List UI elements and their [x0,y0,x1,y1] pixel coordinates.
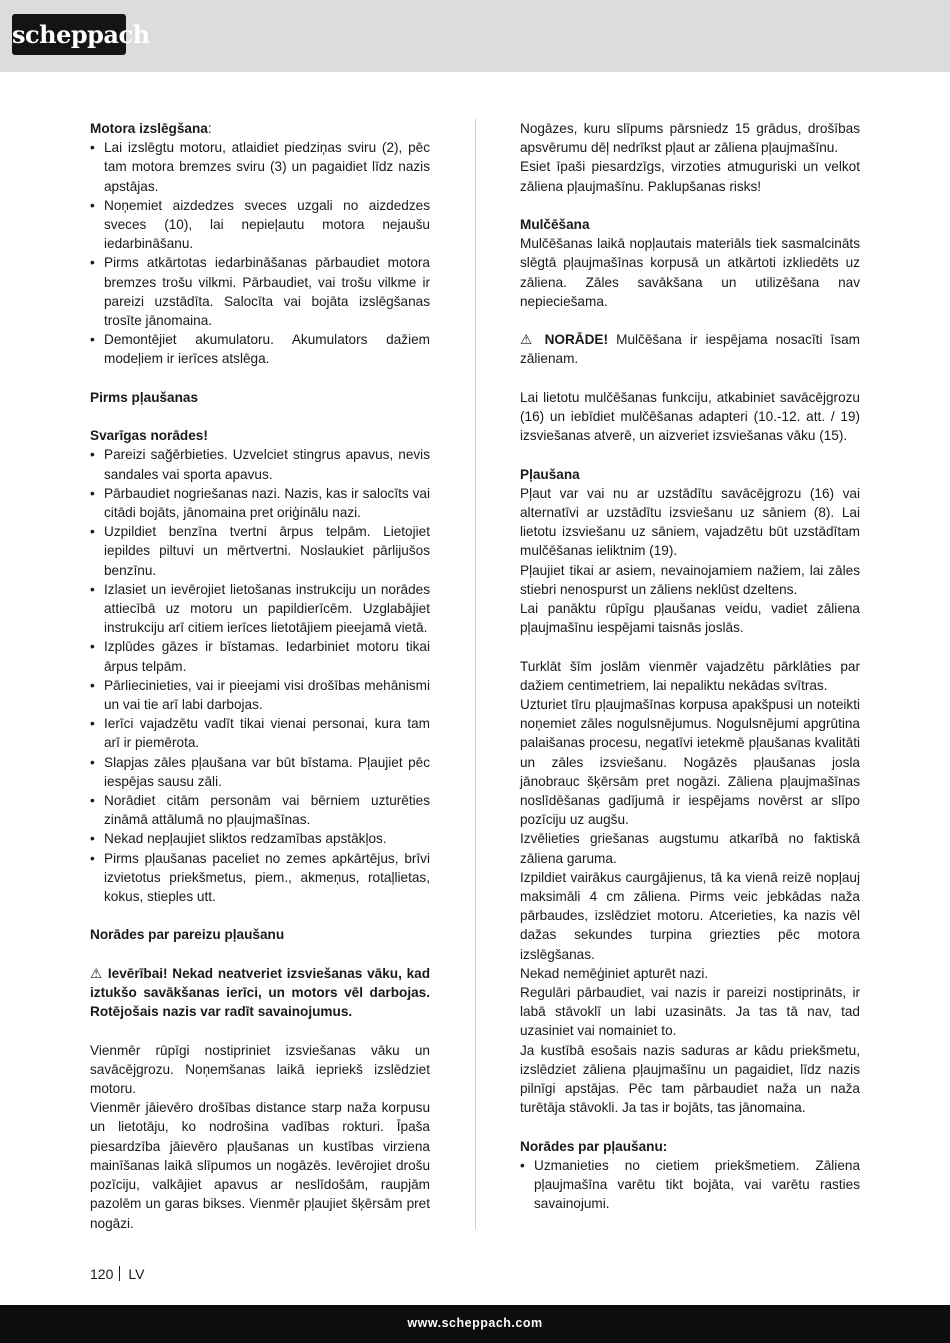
header-bar [0,0,950,72]
paragraph: Vienmēr jāievēro drošības distance starp naža korpusu un lietotāju, ko nodrošina vadības rokturi. Īpaša piesardzība jāievēro pļaušanas un kustības virziena mainīšanas laikā slīpumos un nogāzēs. Ievērojiet drošu pozīciju, valkājiet apavus ar neslīdošām, raupjām pazolēm un garas bikses. Vienmēr pļaujiet šķērsām pret nogāzi. [90,1100,430,1231]
mowing-notes-list [520,1156,860,1214]
list-item: • Pārbaudiet nogriešanas nazi. Nazis, kas ir salocīts vai citādi bojāts, jānomaina pret oriģinālu nazi. [90,484,430,522]
list-item: • Slapjas zāles pļaušana var būt bīstama. Pļaujiet pēc iespējas sausu zāli. [90,753,430,791]
note-paragraph: ⚠ NORĀDE! Mulčēšana ir iespējama nosacīti īsam zālienam. [520,332,861,367]
list-item: • Demontējiet akumulatoru. Akumulators dažiem modeļiem ir ierīces atslēga. [90,330,430,368]
section-heading-important: Svarīgas norādes! [90,428,208,444]
language-code: LV [128,1266,145,1282]
paragraph: Turklāt šīm joslām vienmēr vajadzētu pārklāties par dažiem centimetriem, lai nepaliktu nekādas svītras. [520,658,860,693]
warning-icon: ⚠ [520,332,537,348]
list-item: • Lai izslēgtu motoru, atlaidiet piedziņas sviru (2), pēc tam motora bremzes sviru (3) un pagaidiet līdz nazis apstājas. [90,138,430,196]
section-heading-mowing: Pļaušana [520,466,580,482]
section-heading-mulching: Mulčēšana [520,217,590,232]
engine-stop-list [90,138,430,368]
section-heading-before-mowing: Pirms pļaušanas [90,389,199,405]
list-item: • Pareizi sağērbieties. Uzvelciet stingrus apavus, nevis sandales vai sporta apavus. [90,445,430,483]
brand-logo: scheppach [12,14,126,55]
paragraph: Lai lietotu mulčēšanas funkciju, atkabiniet savācējgrozu (16) un iebīdiet mulčēšanas adapteri (10.-12. att. / 19) izsviešanas atverē, un aizveriet izsviešanas vāku (15). [520,389,860,444]
page-footer [90,1265,144,1283]
list-item: • Pirms atkārtotas iedarbināšanas pārbaudiet motora bremzes trošu vilkmi. Pārbaudiet, vai trošu vilkme ir pareizi uzstādīta. Salocīta vai bojāta izslēgšanas trosīte jānomaina. [90,253,430,330]
paragraph: Izvēlieties griešanas augstumu atkarībā no faktiskā zāliena garuma. [520,831,860,866]
list-item: • Uzpildiet benzīna tvertni ārpus telpām. Lietojiet iepildes piltuvi un mērtvertni. Noslaukiet pārlijušos benzīnu. [90,522,430,580]
important-list [90,445,430,906]
warning-icon: ⚠ [90,965,104,981]
column-divider [475,119,476,1229]
paragraph: Ja kustībā esošais nazis saduras ar kādu priekšmetu, izslēdziet zāliena pļaujmašīnu un pagaidiet, līdz nazis pilnīgi apstājas. Pēc tam pārbaudiet naža un naža turētāja stāvokli. Ja tas ir bojāts, tas jānomaina. [520,1042,860,1116]
list-item: • Izplūdes gāzes ir bīstamas. Iedarbiniet motoru tikai ārpus telpām. [90,637,430,675]
list-item: • Norādiet citām personām vai bērniem uzturēties zināmā attālumā no pļaujmašīnas. [90,791,430,829]
list-item: • Pirms pļaušanas paceliet no zemes apkārtējus, brīvi izvietotus priekšmetus, piem., akmeņus, rotaļlietas, kokus, stieples utt. [90,849,430,907]
list-item: • Noņemiet aizdedzes sveces uzgali no aizdedzes sveces (10), lai nepieļautu motora nejaušu iedarbināšanu. [90,196,430,254]
paragraph: Lai panāktu rūpīgu pļaušanas veidu, vadiet zāliena pļaujmašīnu iespējami taisnās joslās. [520,601,860,636]
list-item: • Izlasiet un ievērojiet lietošanas instrukciju un norādes attiecībā uz motoru un papildierīcēm. Uzglabājiet instrukciju arī citiem ierīces lietotājiem pieejamā vietā. [90,580,430,638]
list-item: • Pārliecinieties, vai ir pieejami visi drošības mehānismi un vai tie arī labi darbojas. [90,676,430,714]
warning-paragraph: ⚠ Ievērībai! Nekad neatveriet izsviešanas vāku, kad iztukšo savākšanas ierīci, un motors vēl darbojas. Rotējošais nazis var radīt savainojumus. [90,965,430,1020]
footer-bar [0,1305,950,1343]
list-item: • Ierīci vajadzētu vadīt tikai vienai personai, kura tam arī ir piemērota. [90,714,430,752]
paragraph: Nogāzes, kuru slīpums pārsniedz 15 grādus, drošības apsvērumu dēļ nedrīkst pļaut ar zāliena pļaujmašīnu. [520,121,860,156]
right-column [520,119,860,1213]
website-url: www.scheppach.com [407,1316,543,1330]
paragraph: Pļaut var vai nu ar uzstādītu savācējgrozu (16) vai alternatīvi ar uzstādītu izsviešanu uz sāniem (8). Lai lietotu izsviešanu uz sāniem, vajadzētu būt uzstādītam mulčēšanas ieliktnim (19). [520,485,860,559]
paragraph: Regulāri pārbaudiet, vai nazis ir pareizi nostiprināts, ir labā stāvoklī un labi uzasināts. Ja tas tā nav, tad uzasiniet vai nomainiet to. [520,985,860,1039]
list-item: • Nekad nepļaujiet sliktos redzamības apstākļos. [90,829,430,848]
paragraph: Pļaujiet tikai ar asiem, nevainojamiem nažiem, lai zāles stiebri nenospurst un zāliens neklūst dzeltens. [520,562,860,597]
section-heading-correct-mowing: Norādes par pareizu pļaušanu [90,927,285,943]
paragraph: Esiet īpaši piesardzīgs, virzoties atmuguriski un velkot zāliena pļaujmašīnu. Paklupšanas risks! [520,159,860,194]
paragraph: Uzturiet tīru pļaujmašīnas korpusa apakšpusi un noteikti noņemiet zāles nogulsnējumus. Nogulsnējumi apgrūtina palaišanas procesu, negatīvi ietekmē pļaušanas kvalitāti un zāles izsviešanu. Nogāzēs pļaušanas josla jānobrauc šķērsām pret nogāzi. Zāliena pļaujmašīnas noslīdēšanas gadījumā ir iespējams novērst ar slīpo pozīciju uz augšu. [520,697,860,828]
footer-separator [119,1266,120,1281]
paragraph: Izpildiet vairākus caurgājienus, tā ka vienā reizē nopļauj maksimāli 4 cm zāliena. Pirms veic jebkādas naža pārbaudes, izslēdziet motoru. Atcerieties, ka nazis vēl dažas sekundes turpina griezties pēc motora izslēgšanas. [520,869,860,962]
section-heading-engine-stop: Motora izslēgšana: [90,121,212,136]
paragraph: Nekad nemēģiniet apturēt nazi. [520,965,709,981]
page-number: 120 [90,1266,114,1282]
left-column [90,119,430,1233]
paragraph: Vienmēr rūpīgi nostipriniet izsviešanas vāku un savācējgrozu. Noņemšanas laikā iepriekš izslēdziet motoru. [90,1042,430,1097]
section-heading-mowing-notes: Norādes par pļaušanu: [520,1138,668,1154]
paragraph: Mulčēšanas laikā nopļautais materiāls tiek sasmalcināts slēgtā pļaujmašīnas korpusā un atkārtoti izkliedēts uz zāliena. Zāles savākšana un utilizēšana nav nepieciešama. [520,236,860,309]
list-item: • Uzmanieties no cietiem priekšmetiem. Zāliena pļaujmašīna varētu tikt bojāta, vai varētu rasties savainojumi. [520,1156,860,1214]
